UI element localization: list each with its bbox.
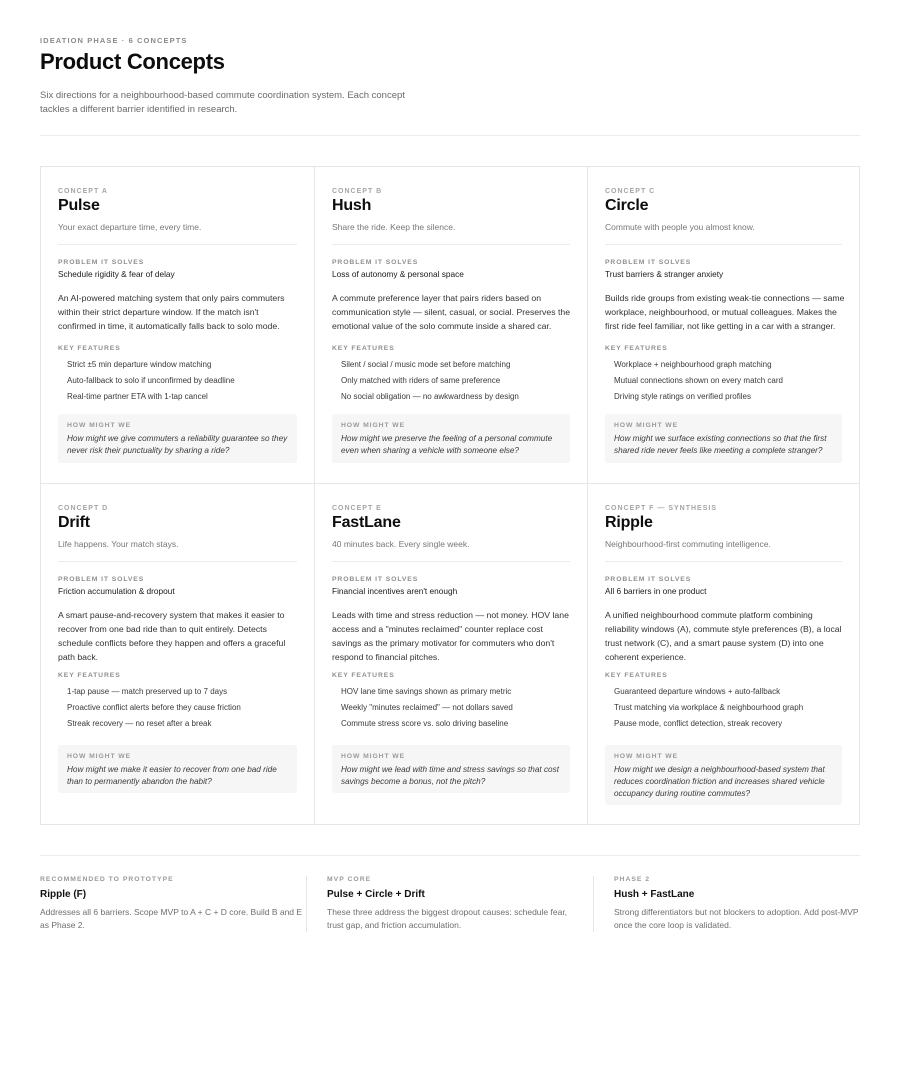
- problem-label: PROBLEM IT SOLVES: [605, 576, 692, 583]
- problem-value: Financial incentives aren't enough: [332, 586, 458, 596]
- feature-list: [67, 359, 235, 407]
- concept-card-fastlane: [314, 483, 587, 824]
- concept-tagline: Share the ride. Keep the silence.: [332, 222, 456, 232]
- concept-divider: [605, 561, 842, 562]
- summary-text: Strong differentiators but not blockers to adoption. Add post-MVP once the core loop is validated.: [614, 907, 859, 930]
- concept-tagline: 40 minutes back. Every single week.: [332, 539, 470, 549]
- hmw-box: [332, 414, 570, 463]
- feature-item: No social obligation — no awkwardness by design: [341, 392, 519, 401]
- summary-recommended: [40, 876, 307, 932]
- features-label: KEY FEATURES: [58, 345, 121, 352]
- page-eyebrow: IDEATION PHASE · 6 CONCEPTS: [40, 36, 188, 45]
- summary-phase-2: [593, 876, 860, 932]
- concept-label: CONCEPT C: [605, 188, 656, 195]
- problem-value: Loss of autonomy & personal space: [332, 269, 464, 279]
- summary-title: Hush + FastLane: [614, 889, 695, 900]
- concept-label: CONCEPT D: [58, 505, 109, 512]
- hmw-label: HOW MIGHT WE: [341, 753, 406, 760]
- concept-name: Ripple: [605, 514, 653, 531]
- summary-title: Pulse + Circle + Drift: [327, 889, 425, 900]
- concept-card-ripple: [587, 483, 859, 824]
- concept-card-hush: [314, 167, 587, 483]
- concept-description: A commute preference layer that pairs riders based on communication style — silent, casual, or social. Preserves the emotional value of the solo commute inside a shared car.: [332, 293, 571, 331]
- feature-item: Mutual connections shown on every match card: [614, 376, 783, 385]
- hmw-question: How might we preserve the feeling of a personal commute even when sharing a vehicle with someone else?: [341, 434, 553, 455]
- hmw-label: HOW MIGHT WE: [67, 422, 132, 429]
- features-label: KEY FEATURES: [58, 672, 121, 679]
- feature-item: Auto-fallback to solo if unconfirmed by deadline: [67, 376, 235, 385]
- hmw-label: HOW MIGHT WE: [67, 753, 132, 760]
- concept-label: CONCEPT B: [332, 188, 383, 195]
- feature-item: Strict ±5 min departure window matching: [67, 360, 212, 369]
- feature-item: Only matched with riders of same preference: [341, 376, 501, 385]
- feature-list: [341, 359, 519, 407]
- problem-value: Schedule rigidity & fear of delay: [58, 269, 175, 279]
- summary-label: MVP CORE: [327, 876, 372, 883]
- summary-label: PHASE 2: [614, 876, 651, 883]
- hmw-question: How might we surface existing connections so that the first shared ride never feels like meeting a complete stranger?: [614, 434, 827, 455]
- concept-tagline: Neighbourhood-first commuting intelligence.: [605, 539, 771, 549]
- feature-item: Pause mode, conflict detection, streak recovery: [614, 719, 783, 728]
- concept-grid: [40, 166, 860, 825]
- feature-item: Commute stress score vs. solo driving baseline: [341, 719, 509, 728]
- features-label: KEY FEATURES: [332, 345, 395, 352]
- hmw-question: How might we design a neighbourhood-based system that reduces coordination friction and increases shared vehicle occupancy during routine commutes?: [614, 765, 825, 798]
- page-title: Product Concepts: [40, 49, 225, 74]
- concept-label: CONCEPT E: [332, 505, 382, 512]
- concept-name: Circle: [605, 197, 649, 214]
- feature-list: [614, 686, 803, 734]
- hmw-box: [605, 414, 842, 463]
- concept-description: A unified neighbourhood commute platform combining reliability windows (A), commute style preferences (B), a local trust network (C), and a smart pause system (D) into one coherent experience.: [605, 610, 842, 662]
- feature-list: [614, 359, 783, 407]
- hmw-box: [58, 414, 297, 463]
- concept-tagline: Your exact departure time, every time.: [58, 222, 202, 232]
- concept-name: FastLane: [332, 514, 401, 531]
- hmw-box: [332, 745, 570, 793]
- feature-item: Guaranteed departure windows + auto-fallback: [614, 687, 781, 696]
- hmw-box: [605, 745, 842, 805]
- feature-list: [341, 686, 513, 734]
- summary-text: Addresses all 6 barriers. Scope MVP to A + C + D core. Build B and E as Phase 2.: [40, 907, 303, 930]
- problem-label: PROBLEM IT SOLVES: [58, 576, 145, 583]
- features-label: KEY FEATURES: [605, 345, 668, 352]
- concept-description: An AI-powered matching system that only pairs commuters within their strict departure window. If the match isn't confirmed in time, it automatically falls back to solo mode.: [58, 293, 285, 331]
- concept-divider: [332, 561, 570, 562]
- feature-item: Workplace + neighbourhood graph matching: [614, 360, 772, 369]
- concept-name: Pulse: [58, 197, 100, 214]
- hmw-box: [58, 745, 297, 793]
- concept-tagline: Life happens. Your match stays.: [58, 539, 179, 549]
- summary-mvp-core: [306, 876, 573, 932]
- concept-name: Hush: [332, 197, 372, 214]
- problem-label: PROBLEM IT SOLVES: [605, 259, 692, 266]
- concept-tagline: Commute with people you almost know.: [605, 222, 755, 232]
- problem-label: PROBLEM IT SOLVES: [332, 259, 419, 266]
- hmw-question: How might we lead with time and stress savings so that cost savings become a bonus, not the pitch?: [341, 765, 559, 786]
- problem-value: Trust barriers & stranger anxiety: [605, 269, 724, 279]
- feature-item: Real-time partner ETA with 1-tap cancel: [67, 392, 208, 401]
- summary-text: These three address the biggest dropout causes: schedule fear, trust gap, and friction accumulation.: [327, 907, 568, 930]
- concept-label: CONCEPT F — SYNTHESIS: [605, 505, 718, 512]
- concept-label: CONCEPT A: [58, 188, 108, 195]
- hmw-question: How might we make it easier to recover from one bad ride than to permanently abandon the habit?: [67, 765, 277, 786]
- summary-title: Ripple (F): [40, 889, 87, 900]
- summary-label: RECOMMENDED TO PROTOTYPE: [40, 876, 174, 883]
- hmw-question: How might we give commuters a reliability guarantee so they never risk their punctuality by sharing a ride?: [67, 434, 288, 455]
- concept-card-circle: [587, 167, 859, 483]
- feature-item: Streak recovery — no reset after a break: [67, 719, 212, 728]
- problem-value: All 6 barriers in one product: [605, 586, 707, 596]
- feature-item: HOV lane time savings shown as primary metric: [341, 687, 512, 696]
- header-divider: [40, 135, 860, 136]
- hmw-label: HOW MIGHT WE: [341, 422, 406, 429]
- concept-description: Leads with time and stress reduction — not money. HOV lane access and a "minutes reclaimed" counter replace cost savings as the primary motivator for commuters who don't respond to financial pitches.: [332, 610, 569, 662]
- features-label: KEY FEATURES: [332, 672, 395, 679]
- feature-item: Driving style ratings on verified profiles: [614, 392, 751, 401]
- feature-list: [67, 686, 241, 734]
- feature-item: Trust matching via workplace & neighbourhood graph: [614, 703, 804, 712]
- hmw-label: HOW MIGHT WE: [614, 753, 679, 760]
- problem-label: PROBLEM IT SOLVES: [332, 576, 419, 583]
- page-intro: Six directions for a neighbourhood-based commute coordination system. Each concept tackles a different barrier identified in research.: [40, 90, 405, 115]
- concept-divider: [58, 561, 297, 562]
- concept-divider: [605, 244, 842, 245]
- hmw-label: HOW MIGHT WE: [614, 422, 679, 429]
- feature-item: Proactive conflict alerts before they cause friction: [67, 703, 241, 712]
- feature-item: Weekly "minutes reclaimed" — not dollars saved: [341, 703, 513, 712]
- concept-name: Drift: [58, 514, 90, 531]
- concept-card-drift: [41, 483, 314, 824]
- feature-item: 1-tap pause — match preserved up to 7 days: [67, 687, 228, 696]
- features-label: KEY FEATURES: [605, 672, 668, 679]
- concept-divider: [332, 244, 570, 245]
- concept-description: A smart pause-and-recovery system that makes it easier to recover from one bad ride than to quit entirely. Detects schedule conflicts before they happen and offers a graceful path back.: [58, 610, 286, 662]
- concept-divider: [58, 244, 297, 245]
- summary-divider: [40, 855, 860, 856]
- problem-value: Friction accumulation & dropout: [58, 586, 175, 596]
- concept-card-pulse: [41, 167, 314, 483]
- concept-description: Builds ride groups from existing weak-tie connections — same workplace, neighbourhood, or mutual colleagues. Makes the first ride feel familiar, not like getting in a car with a stranger.: [605, 293, 845, 331]
- feature-item: Silent / social / music mode set before matching: [341, 360, 511, 369]
- problem-label: PROBLEM IT SOLVES: [58, 259, 145, 266]
